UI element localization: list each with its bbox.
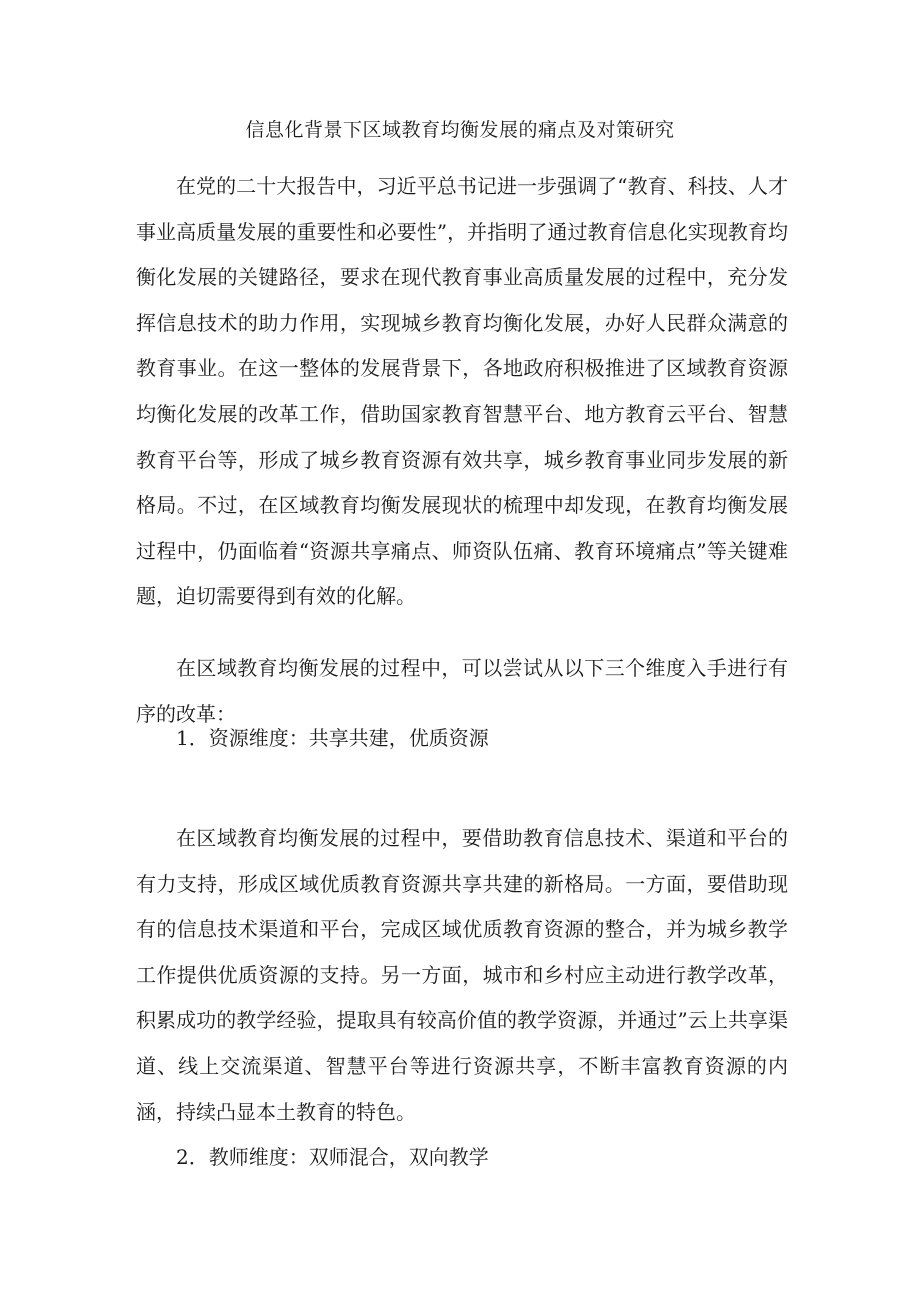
section-heading-teacher: 2．教师维度：双师混合，双向教学	[176, 1145, 489, 1169]
document-title: 信息化背景下区域教育均衡发展的痛点及对策研究	[245, 119, 675, 141]
paragraph-dimensions-intro: 在区域教育均衡发展的过程中，可以尝试从以下三个维度入手进行有序的改革：	[136, 656, 788, 726]
paragraph-intro: 在党的二十大报告中，习近平总书记进一步强调了“教育、科技、人才事业高质量发展的重要性和必要性”，并指明了通过教育信息化实现教育均衡化发展的关键路径，要求在现代教育事业高质量发展的过程中，充分发挥信息技术的助力作用，实现城乡教育均衡化发展，办好人民群众满意的教育事业。在这一整体的发展背景下，各地政府积极推进了区域教育资源均衡化发展的改革工作，借助国家教育智慧平台、地方教育云平台、智慧教育平台等，形成了城乡教育资源有效共享，城乡教育事业同步发展的新格局。不过，在区域教育均衡发展现状的梳理中却发现，在教育均衡发展过程中，仍面临着“资源共享痛点、师资队伍痛、教育环境痛点”等关键难题，迫切需要得到有效的化解。	[136, 174, 788, 609]
paragraph-resource: 在区域教育均衡发展的过程中，要借助教育信息技术、渠道和平台的有力支持，形成区域优质教育资源共享共建的新格局。一方面，要借助现有的信息技术渠道和平台，完成区域优质教育资源的整合，并为城乡教学工作提供优质资源的支持。另一方面，城市和乡村应主动进行教学改革，积累成功的教学经验，提取具有较高价值的教学资源，并通过”云上共享渠道、线上交流渠道、智慧平台等进行资源共享，不断丰富教育资源的内涵，持续凸显本土教育的特色。	[136, 826, 788, 1124]
section-heading-resource: 1．资源维度：共享共建，优质资源	[176, 726, 489, 750]
